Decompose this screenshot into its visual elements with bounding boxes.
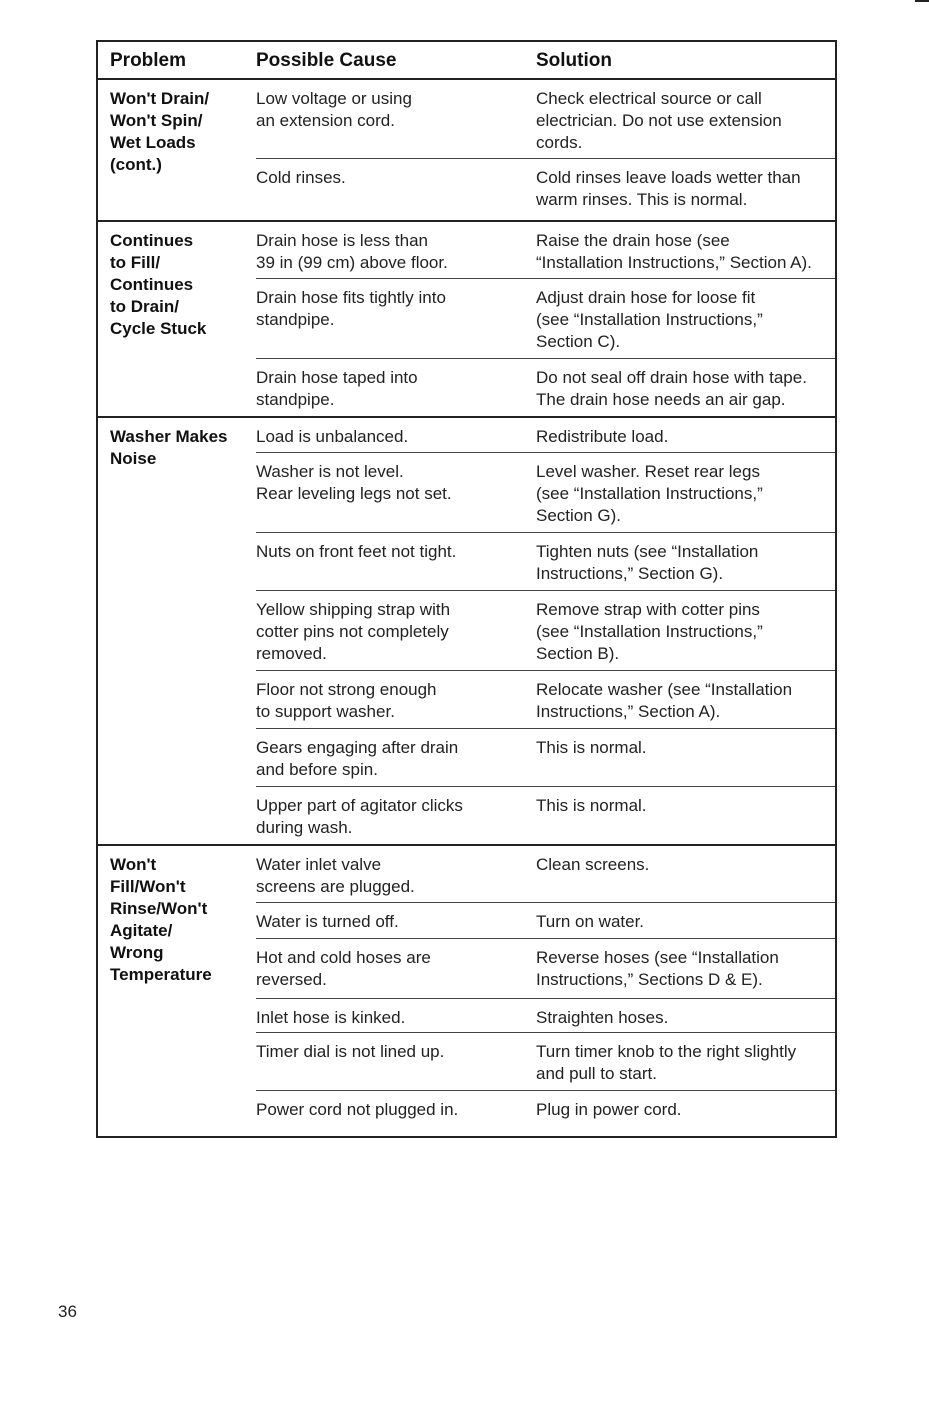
solution-cell: Clean screens. (536, 855, 650, 874)
problem-group (98, 80, 835, 220)
table-row (256, 532, 835, 591)
cause-cell: Power cord not plugged in. (256, 1100, 459, 1119)
table-row (256, 670, 835, 729)
header-problem: Problem (110, 50, 187, 71)
solution-cell: Check electrical source or call electrician. Do not use extension cords. (536, 89, 782, 152)
solution-cell: Redistribute load. (536, 427, 669, 446)
table-row (256, 222, 835, 278)
cause-cell: Drain hose is less than 39 in (99 cm) above floor. (256, 231, 448, 272)
solution-cell: Adjust drain hose for loose fit (see “Installation Instructions,” Section C). (536, 288, 763, 351)
cause-cell: Nuts on front feet not tight. (256, 542, 457, 561)
solution-cell: This is normal. (536, 796, 647, 815)
table-row (256, 728, 835, 787)
cause-cell: Load is unbalanced. (256, 427, 409, 446)
cause-cell: Drain hose fits tightly into standpipe. (256, 288, 446, 329)
solution-cell: Raise the drain hose (see “Installation Instructions,” Section A). (536, 231, 812, 272)
table-row (256, 786, 835, 847)
page-number: 36 (58, 1302, 77, 1321)
table-row (256, 902, 835, 939)
cause-cell: Low voltage or using an extension cord. (256, 89, 412, 130)
cause-cell: Inlet hose is kinked. (256, 1008, 406, 1027)
solution-cell: Turn on water. (536, 912, 645, 931)
problem-group (98, 220, 835, 418)
cause-cell: Yellow shipping strap with cotter pins not completely removed. (256, 600, 451, 663)
solution-cell: Reverse hoses (see “Installation Instructions,” Sections D & E). (536, 948, 779, 989)
header-solution: Solution (536, 50, 612, 71)
solution-cell: Plug in power cord. (536, 1100, 682, 1119)
table-row (256, 1032, 835, 1091)
table-row (256, 418, 835, 452)
table-row (256, 846, 835, 902)
cause-cell: Gears engaging after drain and before spin. (256, 738, 459, 779)
cause-cell: Timer dial is not lined up. (256, 1042, 445, 1061)
table-header (98, 42, 835, 80)
table-row (256, 278, 835, 359)
table-row (256, 452, 835, 533)
cause-cell: Drain hose taped into standpipe. (256, 368, 418, 409)
table-row (256, 80, 835, 158)
table-row (256, 358, 835, 419)
solution-cell: This is normal. (536, 738, 647, 757)
solution-cell: Straighten hoses. (536, 1008, 669, 1027)
problem-group (98, 416, 835, 846)
table-row (256, 590, 835, 671)
solution-cell: Tighten nuts (see “Installation Instructions,” Section G). (536, 542, 759, 583)
problem-label: Won't Fill/Won't Rinse/Won't Agitate/ Wrong Temperature (110, 855, 212, 984)
solution-cell: Level washer. Reset rear legs (see “Installation Instructions,” Section G). (536, 462, 763, 525)
solution-cell: Cold rinses leave loads wetter than warm rinses. This is normal. (536, 168, 801, 209)
problem-group (98, 844, 835, 1140)
troubleshooting-table (96, 40, 837, 1138)
solution-cell: Do not seal off drain hose with tape. The drain hose needs an air gap. (536, 368, 807, 409)
table-row (256, 998, 835, 1033)
cause-cell: Floor not strong enough to support washer. (256, 680, 437, 721)
problem-label: Won't Drain/ Won't Spin/ Wet Loads (cont.) (110, 89, 210, 174)
corner-mark (915, 0, 929, 2)
solution-cell: Relocate washer (see “Installation Instructions,” Section A). (536, 680, 793, 721)
cause-cell: Water is turned off. (256, 912, 399, 931)
cause-cell: Upper part of agitator clicks during wash. (256, 796, 463, 837)
header-possible-cause: Possible Cause (256, 50, 397, 71)
table-row (256, 938, 835, 999)
problem-label: Washer Makes Noise (110, 427, 228, 468)
solution-cell: Remove strap with cotter pins (see “Installation Instructions,” Section B). (536, 600, 763, 663)
table-row (256, 1090, 835, 1141)
cause-cell: Washer is not level. Rear leveling legs not set. (256, 462, 452, 503)
table-row (256, 158, 835, 221)
solution-cell: Turn timer knob to the right slightly and pull to start. (536, 1042, 797, 1083)
problem-label: Continues to Fill/ Continues to Drain/ Cycle Stuck (110, 231, 207, 338)
cause-cell: Hot and cold hoses are reversed. (256, 948, 431, 989)
cause-cell: Cold rinses. (256, 168, 346, 187)
cause-cell: Water inlet valve screens are plugged. (256, 855, 415, 896)
